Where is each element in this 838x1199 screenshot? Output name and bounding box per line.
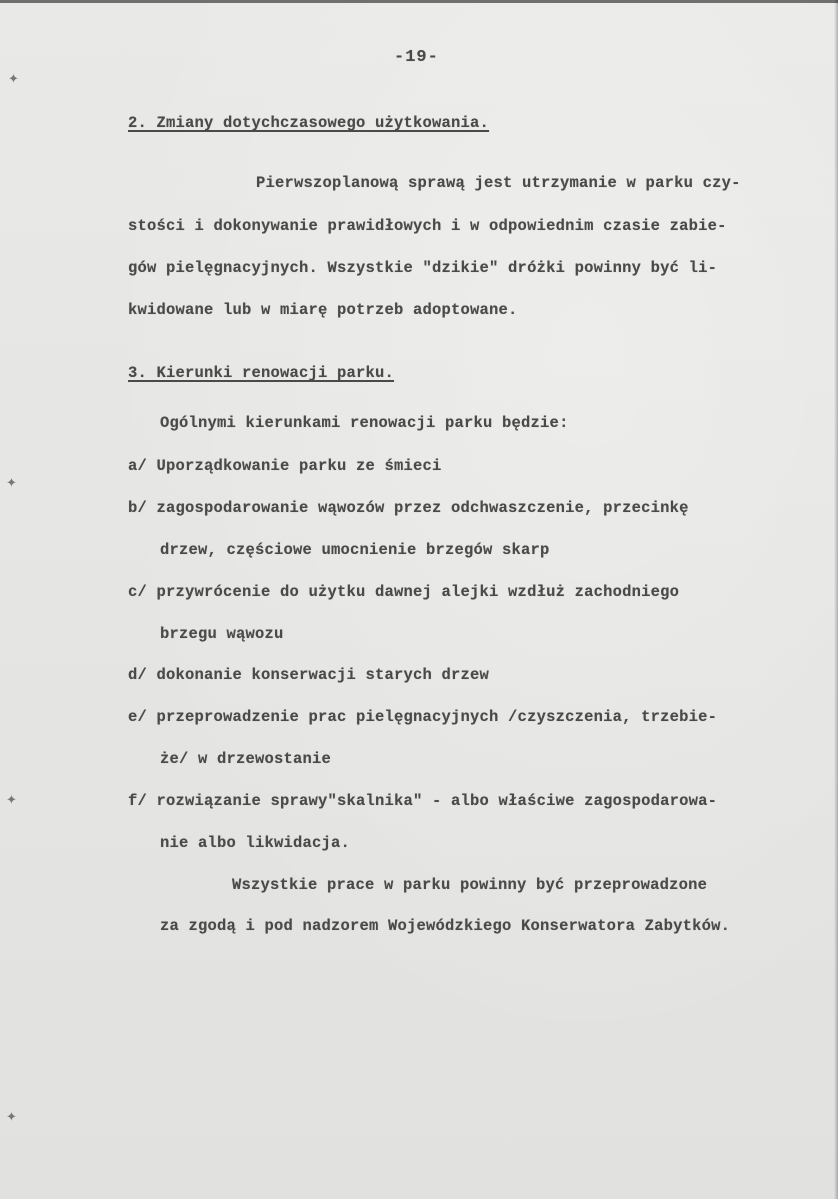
page-right-edge bbox=[834, 0, 838, 1199]
page-top-edge bbox=[0, 0, 838, 3]
list-item-c-continuation: brzegu wąwozu bbox=[160, 625, 284, 643]
list-item-f: f/ rozwiązanie sprawy"skalnika" - albo właściwe zagospodarowa- bbox=[128, 792, 718, 810]
margin-mark: ✦ bbox=[8, 72, 19, 87]
list-item-b-continuation: drzew, częściowe umocnienie brzegów skarp bbox=[160, 541, 550, 559]
margin-mark: ✦ bbox=[6, 1110, 17, 1125]
closing-paragraph-line: Wszystkie prace w parku powinny być przeprowadzone bbox=[232, 876, 708, 894]
section-3-intro: Ogólnymi kierunkami renowacji parku będzie: bbox=[160, 414, 569, 432]
list-item-d: d/ dokonanie konserwacji starych drzew bbox=[128, 666, 490, 684]
section-2-paragraph-line: stości i dokonywanie prawidłowych i w odpowiednim czasie zabie- bbox=[128, 217, 727, 235]
page-number: -19- bbox=[394, 48, 439, 67]
section-2-paragraph-line: kwidowane lub w miarę potrzeb adoptowane. bbox=[128, 301, 518, 319]
list-item-a: a/ Uporządkowanie parku ze śmieci bbox=[128, 457, 442, 475]
section-2-heading: 2. Zmiany dotychczasowego użytkowania. bbox=[128, 114, 490, 132]
section-2-paragraph-line: Pierwszoplanową sprawą jest utrzymanie w parku czy- bbox=[256, 174, 741, 192]
list-item-b: b/ zagospodarowanie wąwozów przez odchwaszczenie, przecinkę bbox=[128, 499, 689, 517]
closing-paragraph-line: za zgodą i pod nadzorem Wojewódzkiego Konserwatora Zabytków. bbox=[160, 917, 731, 935]
margin-mark: ✦ bbox=[6, 476, 17, 491]
list-item-e-continuation: że/ w drzewostanie bbox=[160, 750, 332, 768]
list-item-e: e/ przeprowadzenie prac pielęgnacyjnych /czyszczenia, trzebie- bbox=[128, 708, 718, 726]
margin-mark: ✦ bbox=[6, 793, 17, 808]
section-3-heading: 3. Kierunki renowacji parku. bbox=[128, 364, 395, 382]
section-2-paragraph-line: gów pielęgnacyjnych. Wszystkie "dzikie" dróżki powinny być li- bbox=[128, 259, 718, 277]
list-item-f-continuation: nie albo likwidacja. bbox=[160, 834, 351, 852]
list-item-c: c/ przywrócenie do użytku dawnej alejki wzdłuż zachodniego bbox=[128, 583, 680, 601]
